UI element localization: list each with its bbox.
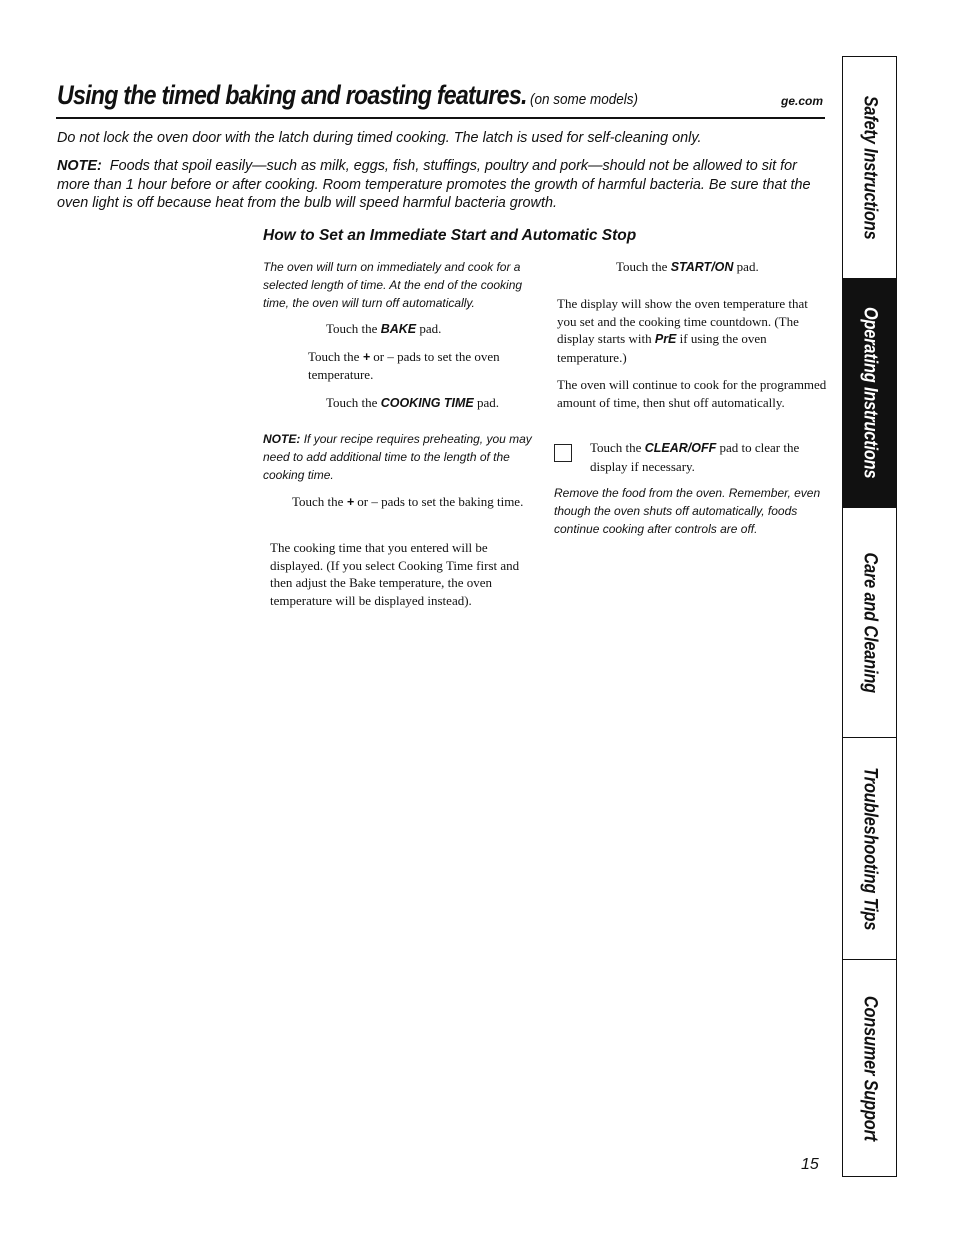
plus-key-2: + [346, 495, 354, 509]
section-heading: How to Set an Immediate Start and Automatic Stop [263, 227, 637, 244]
step-3: Touch the COOKING TIME pad. [326, 395, 500, 410]
step-5: Touch the START/ON pad. [616, 259, 759, 274]
note-label: NOTE: [57, 158, 102, 174]
tab-care-and-cleaning[interactable]: Care and Cleaning [843, 507, 896, 737]
left-intro: The oven will turn on immediately and cook for a selected length of time. At the end of the cooking time, the oven will turn off automatically. [263, 260, 523, 310]
step-5-detail: The display will show the oven temperature that you set and the cooking time countdown. (The display starts with PrE if using the oven temperature.) [557, 296, 808, 365]
start-on-key: START/ON [670, 260, 734, 274]
section-tabs [842, 56, 897, 1177]
note2-text: If your recipe requires preheating, you may need to add additional time to the length of the cooking time. [263, 432, 532, 482]
cooking-time-key: COOKING TIME [380, 396, 474, 410]
bake-key: BAKE [380, 322, 417, 336]
tab-operating-instructions[interactable]: Operating Instructions [843, 278, 896, 507]
step-4-detail: The cooking time that you entered will be displayed. (If you select Cooking Time first and then adjust the Bake temperature, the oven temperature will be displayed instead). [270, 540, 520, 608]
intro-text: Do not lock the oven door with the latch during timed cooking. The latch is used for self-cleaning only. [57, 130, 702, 146]
step-2: Touch the + or – pads to set the oven temperature. [308, 349, 500, 382]
page-title: Using the timed baking and roasting features. [57, 80, 527, 110]
pre-key: PrE [654, 332, 677, 346]
note-text: Foods that spoil easily—such as milk, eggs, fish, stuffings, poultry and pork—should not be allowed to sit for more than 1 hour before or after cooking. Room temperature promotes the growth of harmful bacteria. Be sure that the oven light is off because heat from the bulb will speed harmful bacteria growth. [57, 158, 811, 211]
site-link[interactable]: ge.com [781, 94, 824, 108]
page-number: 15 [801, 1156, 819, 1173]
page-subtitle: (on some models) [530, 91, 639, 108]
step-5-detail-2: The oven will continue to cook for the programmed amount of time, then shut off automatically. [557, 377, 827, 410]
step-checkbox [554, 444, 572, 462]
step-6: Touch the CLEAR/OFF pad to clear the display if necessary. [590, 440, 800, 474]
tab-consumer-support[interactable]: Consumer Support [843, 959, 896, 1176]
header-rule [56, 117, 825, 119]
tab-safety-instructions[interactable]: Safety Instructions [859, 95, 881, 240]
step-1: Touch the BAKE pad. [326, 321, 442, 336]
clear-off-key: CLEAR/OFF [644, 441, 717, 455]
plus-key: + [362, 350, 370, 364]
note2-label: NOTE: [263, 432, 301, 446]
right-outro: Remove the food from the oven. Remember, even though the oven shuts off automatically, foods continue cooking after controls are off. [554, 486, 821, 536]
note2-paragraph [263, 430, 539, 484]
tab-troubleshooting-tips[interactable]: Troubleshooting Tips [843, 737, 896, 959]
step-4: Touch the + or – pads to set the baking time. [292, 494, 524, 509]
note-paragraph [57, 157, 827, 213]
